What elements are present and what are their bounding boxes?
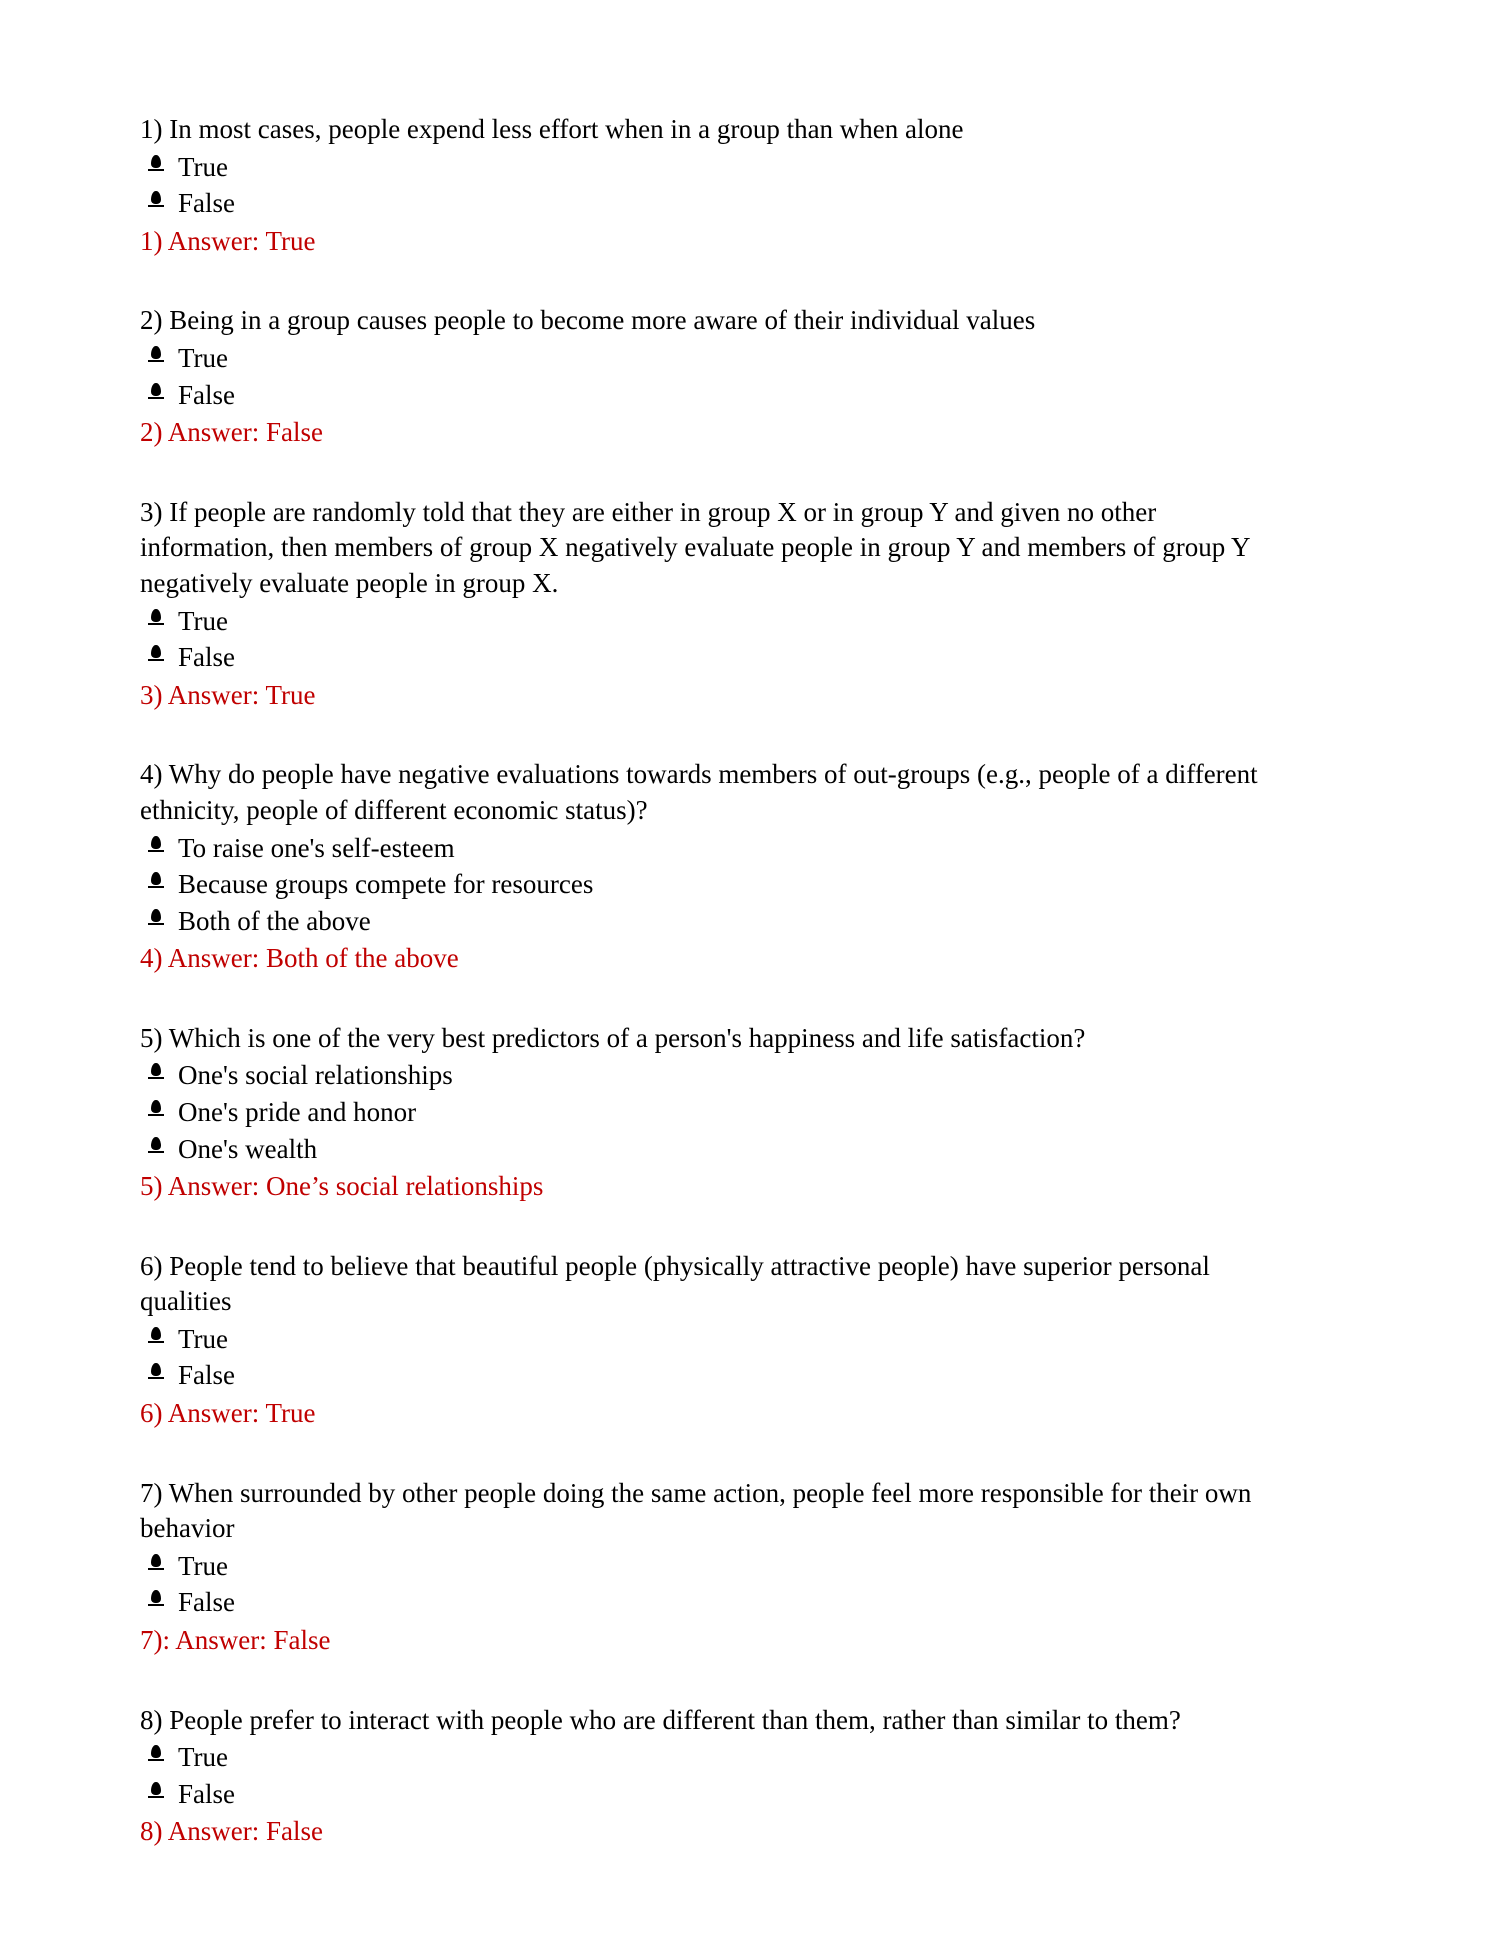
pen-nib-bullet-icon <box>144 1322 170 1352</box>
list-item[interactable] <box>140 831 1360 868</box>
option-label: True <box>178 1742 229 1773</box>
option-label: True <box>178 1550 229 1581</box>
list-item[interactable] <box>140 378 1360 415</box>
pen-nib-bullet-icon <box>144 640 170 670</box>
question-block <box>140 495 1360 714</box>
question-block <box>140 1703 1360 1850</box>
pen-nib-bullet-icon <box>144 378 170 408</box>
option-label: True <box>178 1323 229 1354</box>
option-list <box>140 150 1360 223</box>
option-label: To raise one's self-esteem <box>178 832 455 863</box>
option-list <box>140 341 1360 414</box>
option-list <box>140 1058 1360 1168</box>
answer-text: 6) Answer: True <box>140 1398 316 1429</box>
list-item[interactable] <box>140 341 1360 378</box>
option-label: One's pride and honor <box>178 1096 417 1127</box>
option-label: Because groups compete for resources <box>178 869 594 900</box>
list-item[interactable] <box>140 1777 1360 1814</box>
option-label: False <box>178 379 235 410</box>
list-item[interactable] <box>140 604 1360 641</box>
pen-nib-bullet-icon <box>144 186 170 216</box>
question-text: 6) People tend to believe that beautiful people (physically attractive people) have superior personal qualities <box>140 1250 1210 1317</box>
answer-text: 3) Answer: True <box>140 679 316 710</box>
answer-text: 5) Answer: One’s social relationships <box>140 1171 544 1202</box>
question-block <box>140 112 1360 259</box>
option-label: Both of the above <box>178 905 371 936</box>
answer-text: 8) Answer: False <box>140 1816 323 1847</box>
list-item[interactable] <box>140 1549 1360 1586</box>
question-text: 7) When surrounded by other people doing the same action, people feel more responsible for their own behavior <box>140 1477 1252 1544</box>
list-item[interactable] <box>140 867 1360 904</box>
pen-nib-bullet-icon <box>144 1740 170 1770</box>
question-block <box>140 303 1360 450</box>
option-label: True <box>178 151 229 182</box>
list-item[interactable] <box>140 1095 1360 1132</box>
question-text: 1) In most cases, people expend less effort when in a group than when alone <box>140 114 964 144</box>
option-list <box>140 1549 1360 1622</box>
option-list <box>140 1322 1360 1395</box>
question-text: 8) People prefer to interact with people who are different than them, rather than similar to them? <box>140 1704 1181 1735</box>
option-label: False <box>178 1360 235 1391</box>
list-item[interactable] <box>140 1058 1360 1095</box>
list-item[interactable] <box>140 1740 1360 1777</box>
list-item[interactable] <box>140 1585 1360 1622</box>
pen-nib-bullet-icon <box>144 904 170 934</box>
option-list <box>140 604 1360 677</box>
list-item[interactable] <box>140 150 1360 187</box>
option-list <box>140 831 1360 941</box>
answer-text: 2) Answer: False <box>140 417 323 448</box>
pen-nib-bullet-icon <box>144 1358 170 1388</box>
question-text: 3) If people are randomly told that they are either in group X or in group Y and given no other information, then members of group X negatively evaluate people in group Y and members of group Y negatively evaluate people in group X. <box>140 496 1250 598</box>
pen-nib-bullet-icon <box>144 1095 170 1125</box>
answer-text: 7): Answer: False <box>140 1625 331 1655</box>
answer-text: 4) Answer: Both of the above <box>140 943 459 974</box>
list-item[interactable] <box>140 186 1360 223</box>
list-item[interactable] <box>140 1132 1360 1169</box>
pen-nib-bullet-icon <box>144 831 170 861</box>
answer-text: 1) Answer: True <box>140 225 316 256</box>
pen-nib-bullet-icon <box>144 1058 170 1088</box>
pen-nib-bullet-icon <box>144 1132 170 1162</box>
question-text: 4) Why do people have negative evaluations towards members of out-groups (e.g., people of a different ethnicity, people of different economic status)? <box>140 759 1258 825</box>
pen-nib-bullet-icon <box>144 1549 170 1579</box>
question-block <box>140 1021 1360 1205</box>
question-block <box>140 757 1360 977</box>
option-label: One's social relationships <box>178 1060 453 1091</box>
pen-nib-bullet-icon <box>144 341 170 371</box>
question-text: 5) Which is one of the very best predictors of a person's happiness and life satisfaction? <box>140 1022 1086 1053</box>
pen-nib-bullet-icon <box>144 604 170 634</box>
option-list <box>140 1740 1360 1813</box>
option-label: One's wealth <box>178 1133 318 1164</box>
question-block <box>140 1476 1360 1659</box>
pen-nib-bullet-icon <box>144 150 170 180</box>
option-label: False <box>178 642 235 673</box>
list-item[interactable] <box>140 904 1360 941</box>
option-label: False <box>178 188 235 219</box>
list-item[interactable] <box>140 1358 1360 1395</box>
list-item[interactable] <box>140 1322 1360 1359</box>
option-label: False <box>178 1587 235 1618</box>
pen-nib-bullet-icon <box>144 867 170 897</box>
question-block <box>140 1249 1360 1432</box>
list-item[interactable] <box>140 640 1360 677</box>
pen-nib-bullet-icon <box>144 1777 170 1807</box>
option-label: True <box>178 342 229 373</box>
option-label: False <box>178 1778 235 1809</box>
option-label: True <box>178 605 229 636</box>
pen-nib-bullet-icon <box>144 1585 170 1615</box>
question-text: 2) Being in a group causes people to become more aware of their individual values <box>140 305 1036 336</box>
